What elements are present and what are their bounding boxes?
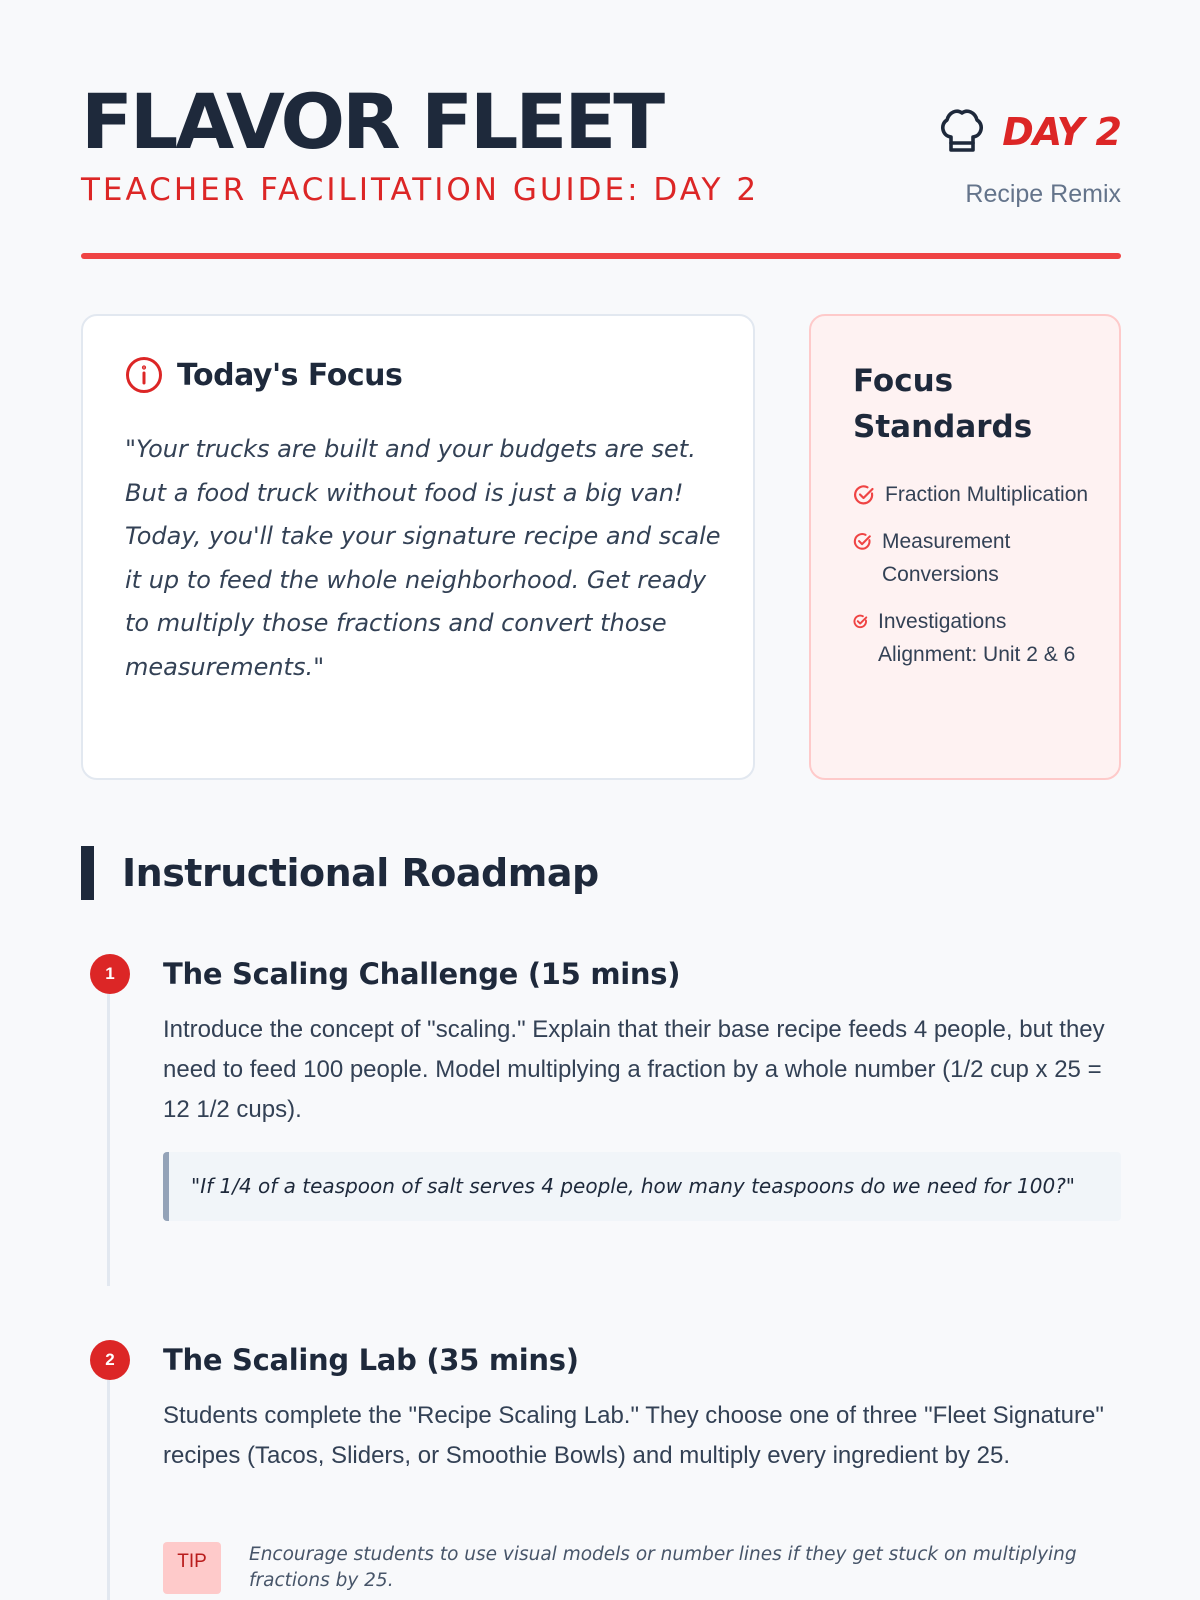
roadmap-heading xyxy=(81,846,599,900)
step-number-badge: 1 xyxy=(90,954,130,994)
overview-cards xyxy=(81,314,1121,780)
day-caption: Recipe Remix xyxy=(965,180,1121,208)
info-icon xyxy=(125,356,163,394)
todays-focus-card xyxy=(81,314,755,780)
focus-quote: "Your trucks are built and your budgets are set. But a food truck without food is just a big van! Today, you'll take your signature recipe and scale it up to feed the whole neighborhood. Get ready to multiply those fractions and convert those measurements." xyxy=(125,435,721,681)
page-title: FLAVOR FLEET xyxy=(81,77,663,166)
roadmap-title: Instructional Roadmap xyxy=(122,851,599,895)
tip-badge: TIP xyxy=(163,1542,221,1594)
step-description: Introduce the concept of "scaling." Explain that their base recipe feeds 4 people, but they need to feed 100 people. Model multiplying a fraction by a whole number (1/2 cup x 25 = 12 1/2 cups). xyxy=(163,1016,1105,1123)
step-title: The Scaling Lab (35 mins) xyxy=(163,1343,579,1377)
standard-item xyxy=(853,605,1103,671)
standard-item xyxy=(853,478,1103,511)
check-circle-icon xyxy=(853,484,875,506)
roadmap-step xyxy=(81,1340,1121,1600)
facilitation-guide-page xyxy=(81,0,1121,1591)
standards-title: Focus Standards xyxy=(853,363,1033,445)
standards-list xyxy=(853,478,1103,685)
standard-item xyxy=(853,525,1103,591)
chef-hat-icon xyxy=(938,106,986,158)
step-number-badge: 2 xyxy=(90,1340,130,1380)
tip-text: Encourage students to use visual models or number lines if they get stuck on multiplying fractions by 25. xyxy=(249,1544,1077,1591)
focus-title: Today's Focus xyxy=(177,357,403,393)
step-title: The Scaling Challenge (15 mins) xyxy=(163,957,681,991)
roadmap-step xyxy=(81,954,1121,1284)
page-header xyxy=(81,0,1121,262)
standard-label: Investigations Alignment: Unit 2 & 6 xyxy=(878,610,1076,666)
standard-label: Fraction Multiplication xyxy=(885,483,1089,506)
day-badge xyxy=(938,106,1121,158)
day-label: DAY 2 xyxy=(1002,110,1121,154)
section-marker xyxy=(81,846,94,900)
page-subtitle: TEACHER FACILITATION GUIDE: DAY 2 xyxy=(81,172,760,208)
standard-label: Measurement Conversions xyxy=(882,530,1011,586)
focus-heading xyxy=(125,356,402,394)
check-circle-icon xyxy=(853,614,868,629)
focus-standards-card xyxy=(809,314,1121,780)
header-divider xyxy=(81,253,1121,259)
check-circle-icon xyxy=(853,532,872,551)
step-description: Students complete the "Recipe Scaling Lab." They choose one of three "Fleet Signature" recipes (Tacos, Sliders, or Smoothie Bowls) and multiply every ingredient by 25. xyxy=(163,1402,1104,1469)
teacher-prompt-quote: "If 1/4 of a teaspoon of salt serves 4 people, how many teaspoons do we need for 100?" xyxy=(163,1152,1121,1221)
